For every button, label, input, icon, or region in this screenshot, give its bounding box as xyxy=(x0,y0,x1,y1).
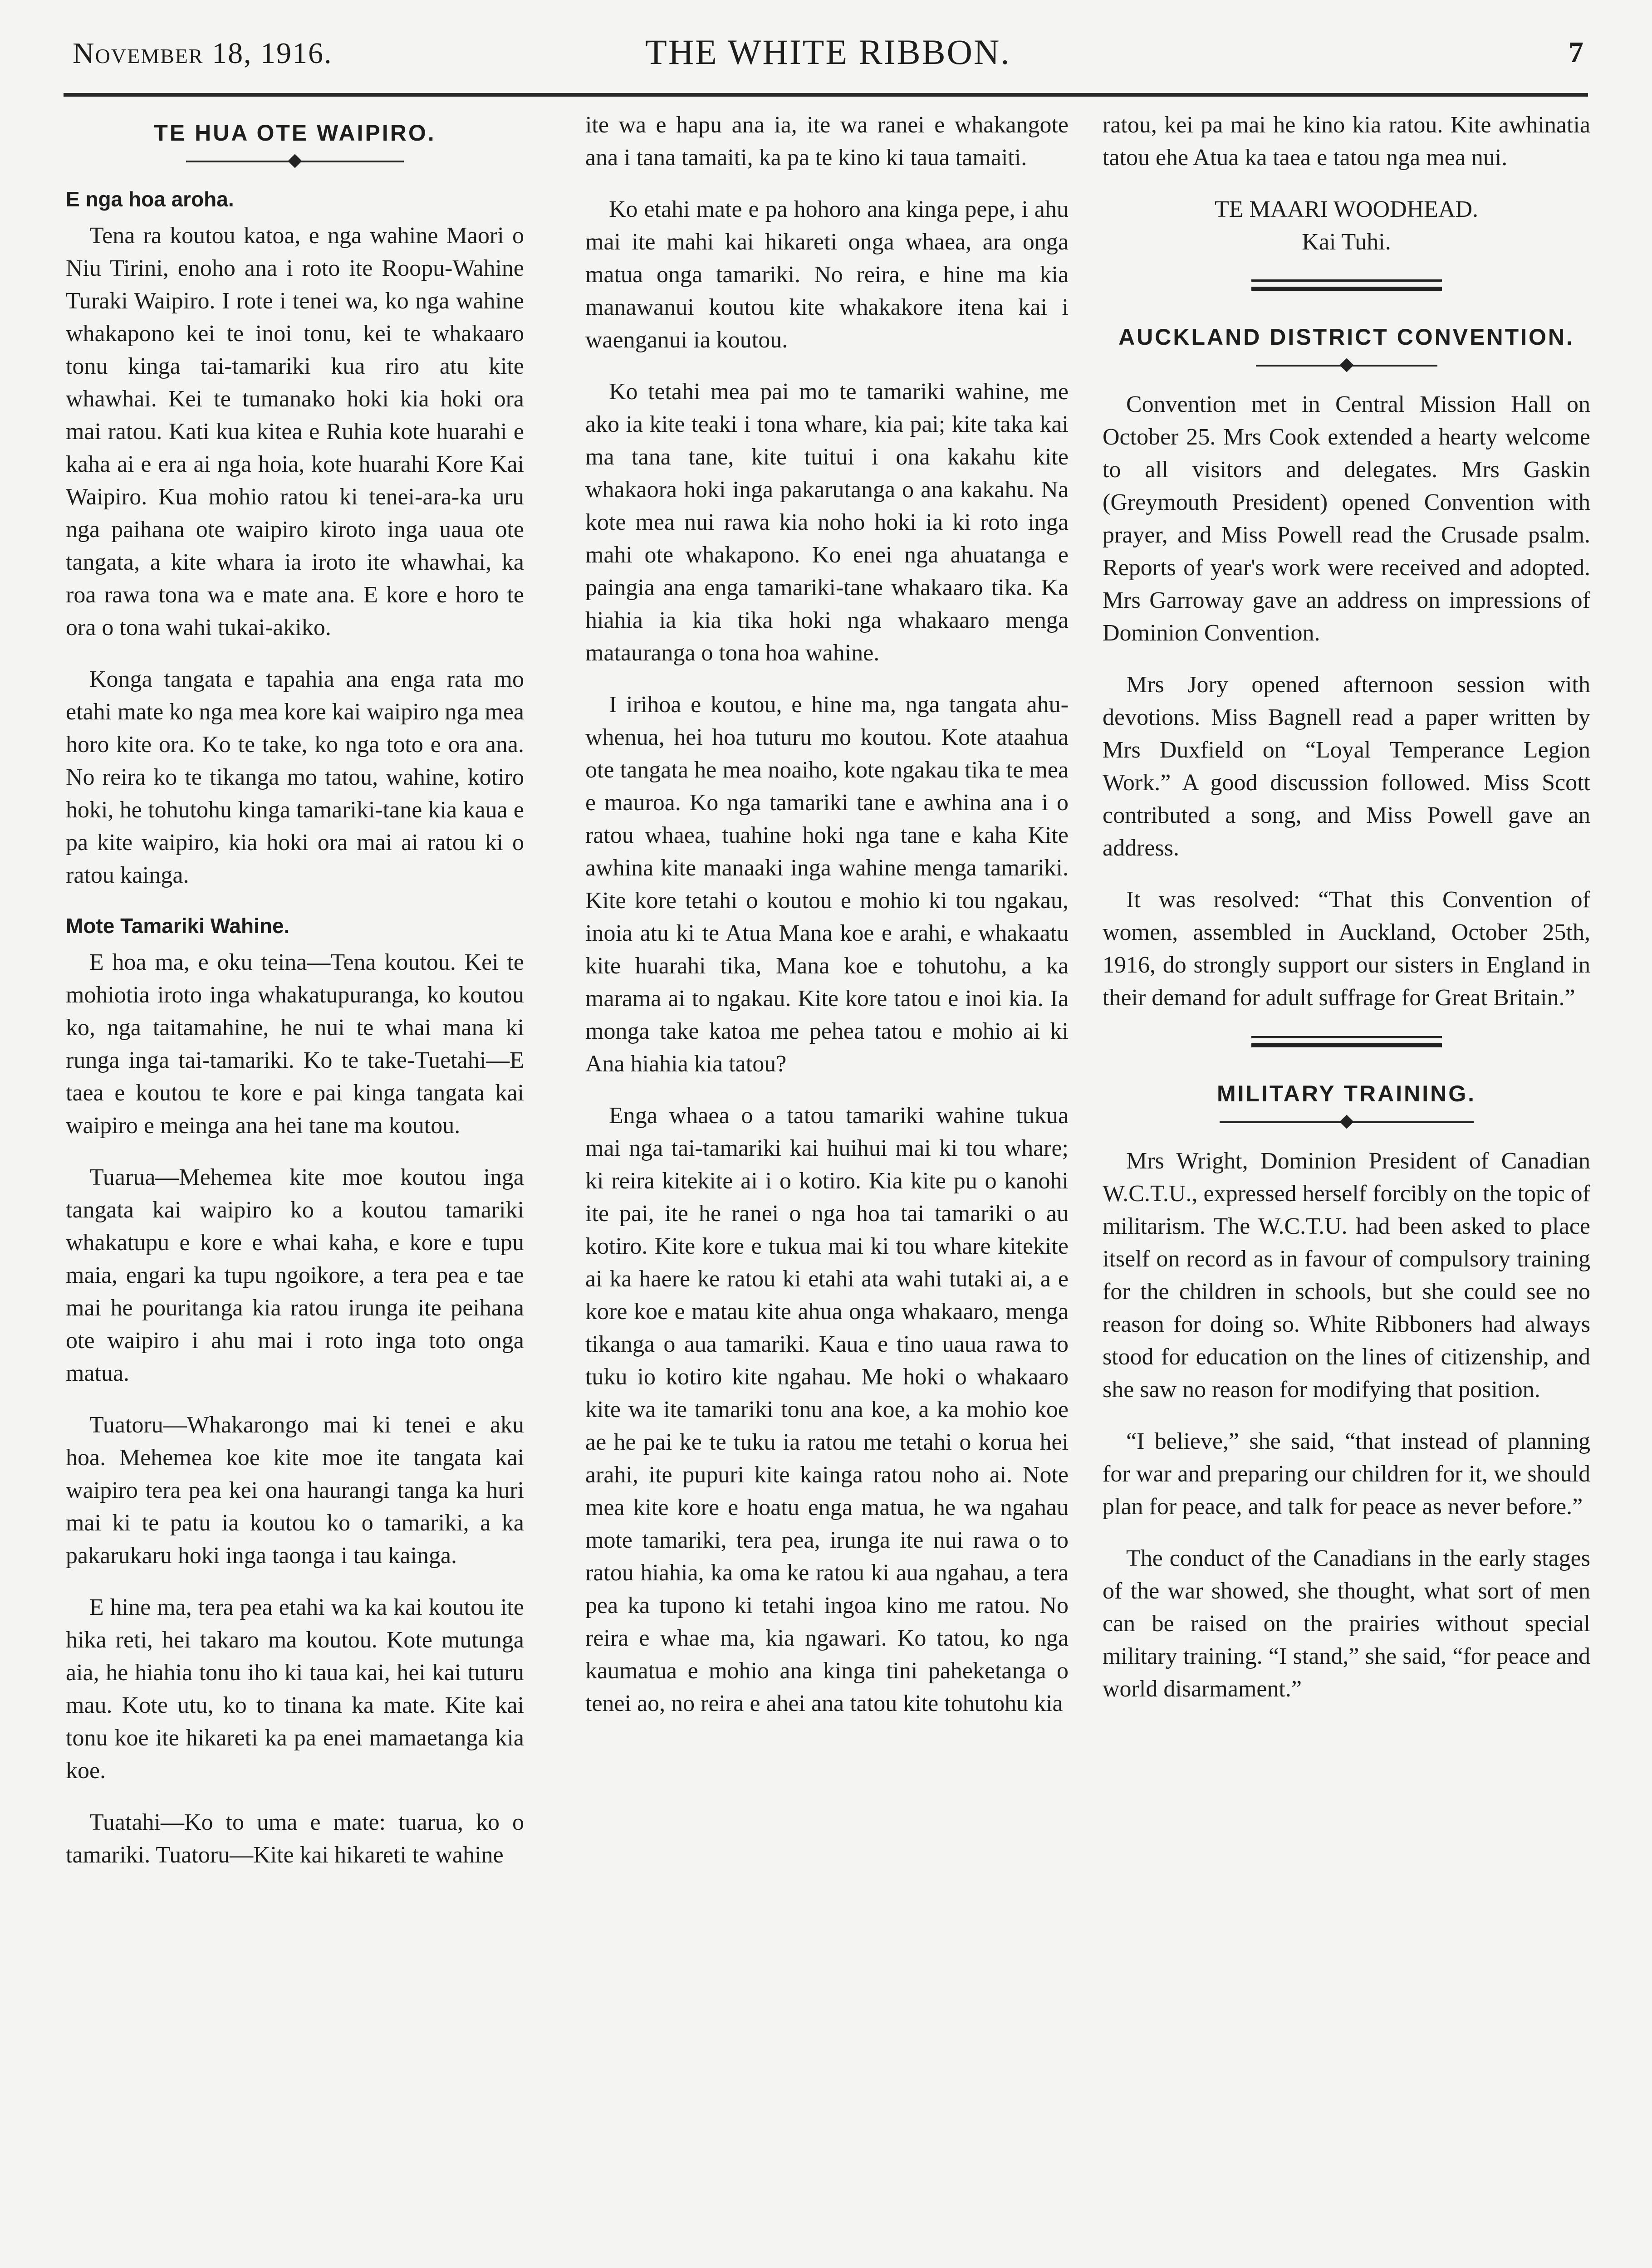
paragraph: Ko tetahi mea pai mo te tamariki wahine, me ako ia kite teaki i tona whare, kia pai; kite taka kai ma tana tane, kite tuitui i ona kakahu kite whakaora hoki inga pakarutanga o ana kakahu. Na kote mea nui rawa kia noho hoki ia ki roto inga mahi ote whakapono. Ko enei nga ahuatanga e paingia ana enga tamariki-tane whakaaro tika. Ka hiahia ia kia tika hoki nga whakaaro menga matauranga o tona hoa wahine. xyxy=(585,379,1069,666)
greeting: E nga hoa aroha. xyxy=(66,187,234,211)
paragraph: E hine ma, tera pea etahi wa ka kai koutou ite hika reti, hei takaro ma koutou. Kote mutunga aia, he hiahia tonu iho ki taua kai, hei kai tuturu mau. Kote utu, ko to tinana ka mate. Kite kai tonu koe ite hikareti ka pa enei mamaetanga kia koe. xyxy=(66,1594,524,1784)
section-divider xyxy=(1251,277,1442,295)
article-heading-waipiro: TE HUA OTE WAIPIRO. xyxy=(154,120,436,146)
paragraph: Ko etahi mate e pa hohoro ana kinga pepe, i ahu mai ite mahi kai hikareti onga whaea, ara onga matua onga tamariki. No reira, e hine ma kia manawanui koutou kite whakakore itena kai i waenganui ia koutou. xyxy=(585,196,1069,353)
paragraph: Mrs Jory opened afternoon session with devotions. Miss Bagnell read a paper written by Mrs Duxfield on “Loyal Temperance Legion Work.” A good discussion followed. Miss Scott contributed a song, and Miss Powell gave an address. xyxy=(1103,672,1590,861)
ornament-divider xyxy=(1256,357,1437,375)
paragraph: Tuarua—Mehemea kite moe koutou inga tangata kai waipiro ko a koutou tamariki whakatupu e kore e whai kaha, e kore e tupu maia, engari ka tupu ngoikore, a tera pea e tae mai he pouritanga kia ratou irunga ite peihana ote waipiro i ahu mai i roto inga toto onga matua. xyxy=(66,1164,524,1386)
ornament-divider xyxy=(186,152,404,171)
header-rule xyxy=(64,93,1588,97)
issue-date: November 18, 1916. xyxy=(73,37,333,70)
paragraph: Convention met in Central Mission Hall on October 25. Mrs Cook extended a hearty welcome to all visitors and delegates. Mrs Gaskin (Greymouth President) opened Convention with prayer, and Miss Powell read the Crusade psalm. Reports of year's work were received and adopted. Mrs Garroway gave an address on impressions of Dominion Convention. xyxy=(1103,391,1590,646)
article-heading-auckland: AUCKLAND DISTRICT CONVENTION. xyxy=(1118,324,1574,350)
paragraph: Tena ra koutou katoa, e nga wahine Maori o Niu Tirini, enoho ana i roto ite Roopu-Wahine Turaki Waipiro. I rote i tenei wa, ko nga wahine whakapono kei te inoi tonu, kei te whakaaro tonu kinga tai-tamariki kua riro atu kite whawhai. Kei te tumanako hoki kia hoki ora mai ratou. Kati kua kitea e Ruhia kote huarahi e kaha ai e era ai nga hoia, kote huarahi Kore Kai Waipiro. Kua mohio ratou ki tenei-ara-ka uru nga paihana ote waipiro kiroto inga uaua ote tangata, a kite whara ia iroto ite whawhai, ka roa rawa tona wa e mate ana. E kore e horo te ora o tona wahi tukai-akiko. xyxy=(66,223,524,640)
paragraph: “I believe,” she said, “that instead of planning for war and preparing our children for it, we should plan for peace, and talk for peace as never before.” xyxy=(1103,1428,1590,1520)
paragraph: Enga whaea o a tatou tamariki wahine tukua mai nga tai-tamariki kai huihui mai ki tou whare; ki reira kitekite ai i o kotiro. Kia kite pu o kanohi ite pai, ite he ranei o nga hoa tai tamariki o au kotiro. Kite kore e tukua mai ki tou whare kitekite ai ka haere ke ratou ki etahi ata wahi tutaki ai, a e kore koe e matau kite ahua onga whakaaro, menga tikanga o aua tamariki. Kaua e tino uaua rawa to tuku io kotiro kite ngahau. Me hoki o whakaaro kite wa ite tamariki tonu ana koe, a ka mohio koe ae he pai ke te tuku ia ratou me tetahi o korua hei arahi, ite pupuri kite kainga ratou noho ai. Note mea kite kore e hoatu enga matua, he wa ngahau mote tamariki, tera pea, irunga ite nui rawa o to ratou hiahia, ka oma ke ratou ki aua ngahau, a tera pea ka tupono ki tetahi ingoa kino me ratou. No reira e whae ma, kia ngawari. Ko tatou, ko nga kaumatua e mohio ana kinga tini paheketanga o tenei ao, no reira e ahei ana tatou kite tohutohu kia xyxy=(585,1103,1069,1716)
paragraph: Konga tangata e tapahia ana enga rata mo etahi mate ko nga mea kore kai waipiro nga mea horo kite ora. Ko te take, ko nga toto e ora ana. No reira ko te tikanga mo tatou, wahine, kotiro hoki, he tohutohu kinga tamariki-tane kia kaua e pa kite waipiro, kia hoki ora mai ai ratou ki o ratou kainga. xyxy=(66,666,524,888)
paragraph: Tuatoru—Whakarongo mai ki tenei e aku hoa. Mehemea koe kite moe ite tangata kai waipiro tera pea kei ona haurangi tanga ka huri mai ki te patu ia koutou ko o tamariki, a ka pakarukaru hoki inga taonga i tau kainga. xyxy=(66,1412,524,1569)
paragraph: E hoa ma, e oku teina—Tena koutou. Kei te mohiotia iroto inga whakatupuranga, ko koutou ko, nga taitamahine, he nui te whai mana ki runga inga tai-tamariki. Ko te take-Tuetahi—E taea e koutou te kore e pai kinga tangata kai waipiro e meinga ana hei tane ma koutou. xyxy=(66,949,524,1139)
column-2 xyxy=(585,109,1069,1739)
paragraph: The conduct of the Canadians in the early stages of the war showed, she thought, what sort of men can be raised on the prairies without special military training. “I stand,” she said, “for peace and world disarmament.” xyxy=(1103,1545,1590,1702)
paragraph: ratou, kei pa mai he kino kia ratou. Kite awhinatia tatou ehe Atua ka taea e tatou nga mea nui. xyxy=(1103,112,1590,171)
page-number: 7 xyxy=(1569,36,1583,69)
page-header xyxy=(73,32,1583,82)
paragraph: I irihoa e koutou, e hine ma, nga tangata ahu-whenua, hei hoa tuturu mo koutou. Kote ataahua ote tangata he mea noaiho, kote ngakau tika te mea e mauroa. Ko nga tamariki tane e awhina ana i o ratou whaea, tuahine hoki nga tane e kaha Kite awhina kite manaaki inga wahine menga tamariki. Kite kore tetahi o koutou e mohio ki tou ngakau, inoia atu ki te Atua Mana koe e arahi, e whakaatu kite huarahi tika, Mana koe e tohutohu, a ka marama ai to ngakau. Kite kore tatou e inoi kia. Ia monga take katoa me pehea tatou e mohio ai ki Ana hiahia kia tatou? xyxy=(585,692,1069,1077)
publication-title: THE WHITE RIBBON. xyxy=(645,32,1011,72)
paragraph: Tuatahi—Ko to uma e mate: tuarua, ko o tamariki. Tuatoru—Kite kai hikareti te wahine xyxy=(66,1809,524,1868)
paragraph: It was resolved: “That this Convention of women, assembled in Auckland, October 25th, 1916, do strongly support our sisters in England in their demand for adult suffrage for Great Britain.” xyxy=(1103,887,1590,1011)
paragraph: Mrs Wright, Dominion President of Canadian W.C.T.U., expressed herself forcibly on the topic of militarism. The W.C.T.U. had been asked to place itself on record as in favour of compulsory training for the children in schools, but she could see no reason for doing so. White Ribboners had always stood for education on the lines of citizenship, and she saw no reason for modifying that position. xyxy=(1103,1148,1590,1403)
paragraph: ite wa e hapu ana ia, ite wa ranei e whakangote ana i tana tamaiti, ka pa te kino ki taua tamaiti. xyxy=(585,112,1069,171)
column-3 xyxy=(1103,109,1590,1725)
subheading-tamariki: Mote Tamariki Wahine. xyxy=(66,914,290,938)
section-divider xyxy=(1251,1033,1442,1051)
column-1 xyxy=(66,109,524,1891)
signature-role: Kai Tuhi. xyxy=(1302,229,1391,255)
signature-name: TE MAARI WOODHEAD. xyxy=(1214,196,1479,222)
article-heading-military: MILITARY TRAINING. xyxy=(1216,1081,1476,1106)
ornament-divider xyxy=(1220,1113,1474,1131)
